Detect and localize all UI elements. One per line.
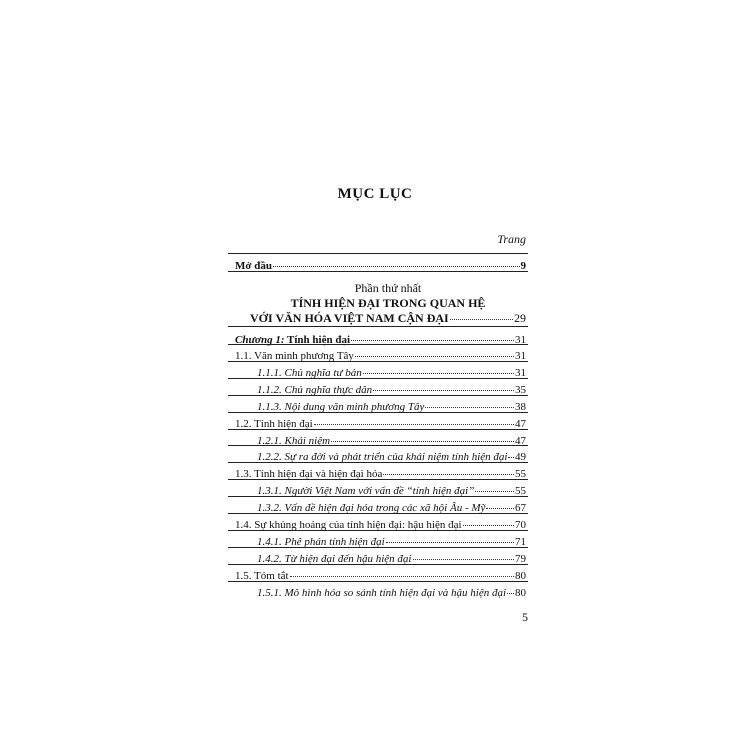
toc-entry-page: 31 [515,350,526,362]
leader-dots [425,395,514,408]
toc-entry-label: 1.1.2. Chủ nghĩa thực dân [257,383,373,396]
leader-dots [363,361,514,374]
toc-entry-page: 55 [515,468,526,481]
toc-entry [257,481,526,498]
toc-entry-intro [235,256,526,270]
toc-entry [257,380,526,394]
toc-entry-page: 9 [520,260,526,272]
leader-dots [373,378,514,391]
chapter-number: Chương 1: [235,334,285,346]
leader-dots [290,564,514,577]
separator-line [228,496,528,497]
leader-dots [413,547,515,560]
leader-dots [314,412,514,425]
leader-dots [383,462,514,475]
toc-entry [257,447,526,464]
toc-entry-label: 1.1.3. Nội dung văn minh phương Tây [257,400,425,413]
toc-entry-label: 1.2.1. Khái niệm [257,434,331,447]
toc-entry-chapter [235,330,526,344]
leader-dots [475,479,514,492]
toc-entry-label: 1.5.1. Mô hình hóa so sánh tính hiện đại và hậu hiện đại [257,586,507,599]
toc-entry-part [250,309,526,323]
leader-dots [355,344,514,357]
toc-entry-page: 70 [515,519,526,531]
toc-entry-label: 1.4.2. Từ hiện đại đến hậu hiện đại [257,552,412,565]
toc-entry [235,566,526,580]
toc-entry-page: 29 [514,311,526,325]
toc-entry [257,431,526,445]
toc-entry-page: 47 [515,417,526,430]
toc-entry-label: 1.3. Tính hiện đại và hiện đại hóa [235,468,383,481]
toc-entry-label: 1.4. Sự khủng hoảng của tính hiện đại: hậu hiện đại [235,519,462,531]
separator-line [228,271,528,272]
page-number: 5 [522,610,528,624]
toc-entry-label: 1.1.1. Chủ nghĩa tư bản [257,366,362,379]
toc-entry-label: 1.1. Văn minh phương Tây [235,350,354,362]
leader-dots [273,254,520,267]
separator-line [228,445,528,446]
toc-entry-page: 80 [515,586,526,599]
separator-line [228,326,528,327]
leader-dots [450,307,513,320]
toc-entry-label: 1.3.2. Vấn đề hiện đại hóa trong các xã hội Âu - Mỹ [257,502,486,515]
toc-entry-label: 1.2.2. Sự ra đời và phát triển của khái niệm tính hiện đại [257,451,508,464]
toc-entry-label: 1.2. Tính hiện đại [235,417,313,430]
toc-entry-page: 80 [515,569,526,582]
toc-entry [257,583,526,597]
toc-entry [235,346,526,360]
leader-dots [508,445,514,458]
toc-entry-page: 55 [515,485,526,498]
toc-entry-page: 38 [515,400,526,413]
separator-line [228,581,528,582]
part-label [250,281,526,296]
leader-dots [486,496,514,509]
leader-dots [463,513,514,526]
part-title-line1: TÍNH HIỆN ĐẠI TRONG QUAN HỆ [290,296,486,310]
toc-entry-label: Mở đầu [235,260,272,272]
toc-entry-page: 71 [515,535,526,548]
toc-entry [257,532,526,546]
toc-entry-label: 1.5. Tóm tắt [235,569,289,582]
toc-entry [235,414,526,428]
toc-entry-page: 49 [515,451,526,464]
page-title: MỤC LỤC [337,186,413,202]
toc-entry-label: 1.3.1. Người Việt Nam với vấn đề “tính hiện đại” [257,485,475,498]
toc-entry [257,397,526,411]
part-title-line2: VỚI VĂN HÓA VIỆT NAM CẬN ĐẠI [250,311,449,325]
toc-entry [257,498,526,515]
toc-entry-page: 47 [515,434,526,447]
toc-entry [257,549,526,563]
toc-entry [235,515,526,529]
leader-dots [331,429,514,442]
toc-entry-page: 79 [515,552,526,565]
toc-entry [235,464,526,481]
toc-entry-label: 1.4.1. Phê phán tính hiện đại [257,535,385,548]
leader-dots [507,581,514,594]
toc-entry-page: 35 [515,383,526,396]
leader-dots [386,530,514,543]
leader-dots [351,328,514,341]
chapter-title: Tính hiện đại [284,334,351,346]
toc-entry-page: 31 [515,334,526,346]
toc-entry-page: 67 [515,502,526,515]
part-label-text: Phần thứ nhất [354,281,422,295]
toc-entry-page: 31 [515,366,526,379]
page-column-label: Trang [497,232,526,246]
toc-entry [257,363,526,377]
